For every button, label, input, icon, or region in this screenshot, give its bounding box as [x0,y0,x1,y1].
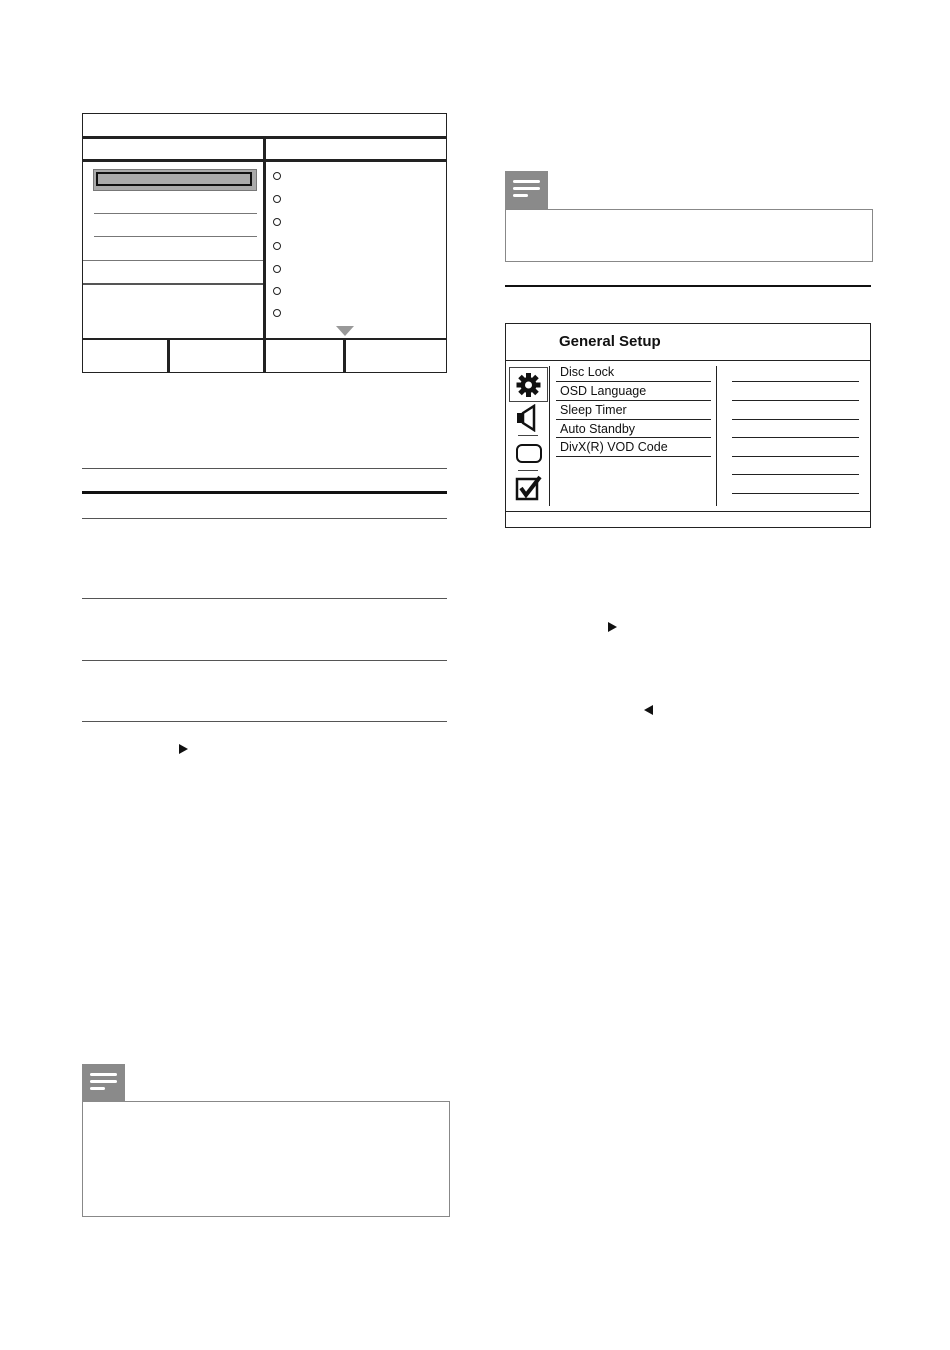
title-divider [506,360,870,361]
menu-item-line [94,236,257,237]
screen-icon[interactable] [514,442,544,466]
radio-option[interactable] [273,287,281,295]
setup-title: General Setup [559,333,661,350]
left-arrow-icon [644,705,653,715]
radio-option[interactable] [273,195,281,203]
table-row-rule [82,721,447,722]
radio-option[interactable] [273,265,281,273]
table-row-rule [82,518,447,519]
general-setup-panel [505,323,871,528]
table-header-rule [82,491,447,494]
value-line [732,493,859,494]
right-arrow-icon [179,744,188,754]
footer-divider [83,338,446,340]
item-underline [556,419,711,420]
icon-column-divider [549,366,550,506]
icon-separator [518,470,538,471]
table-top-rule [82,468,447,469]
setup-item-divx-vod-code[interactable]: DivX(R) VOD Code [560,440,668,454]
value-line [732,437,859,438]
value-line [732,400,859,401]
table-row-rule [82,660,447,661]
radio-option[interactable] [273,309,281,317]
note-icon [505,171,548,209]
value-line [732,456,859,457]
item-underline [556,381,711,382]
value-line [732,474,859,475]
setup-item-sleep-timer[interactable]: Sleep Timer [560,403,627,417]
note-icon [82,1064,125,1102]
note-box [505,209,873,262]
checkbox-icon[interactable] [514,474,544,504]
radio-option[interactable] [273,242,281,250]
item-underline [556,437,711,438]
item-underline [556,400,711,401]
icon-separator [518,435,538,436]
item-underline [556,456,711,457]
footer-divider [167,338,170,372]
setup-item-auto-standby[interactable]: Auto Standby [560,422,636,436]
value-line [732,419,859,420]
footer-divider [506,511,870,512]
table-row-rule [82,598,447,599]
section-rule [505,285,871,287]
menu-group-divider [83,260,263,261]
footer-divider [343,338,346,372]
selected-menu-item[interactable] [93,169,257,191]
menu-screen-diagram [82,113,447,373]
value-line [732,381,859,382]
radio-option[interactable] [273,218,281,226]
setup-item-disc-lock[interactable]: Disc Lock [560,365,615,379]
note-box [82,1101,450,1217]
speaker-icon[interactable] [514,404,544,432]
setup-item-osd-language[interactable]: OSD Language [560,384,647,398]
menu-group-divider [83,283,263,285]
scroll-down-icon[interactable] [336,326,354,337]
radio-option[interactable] [273,172,281,180]
right-arrow-icon [608,622,617,632]
gear-icon[interactable] [509,367,548,402]
value-column-divider [716,366,717,506]
menu-item-line [94,213,257,214]
